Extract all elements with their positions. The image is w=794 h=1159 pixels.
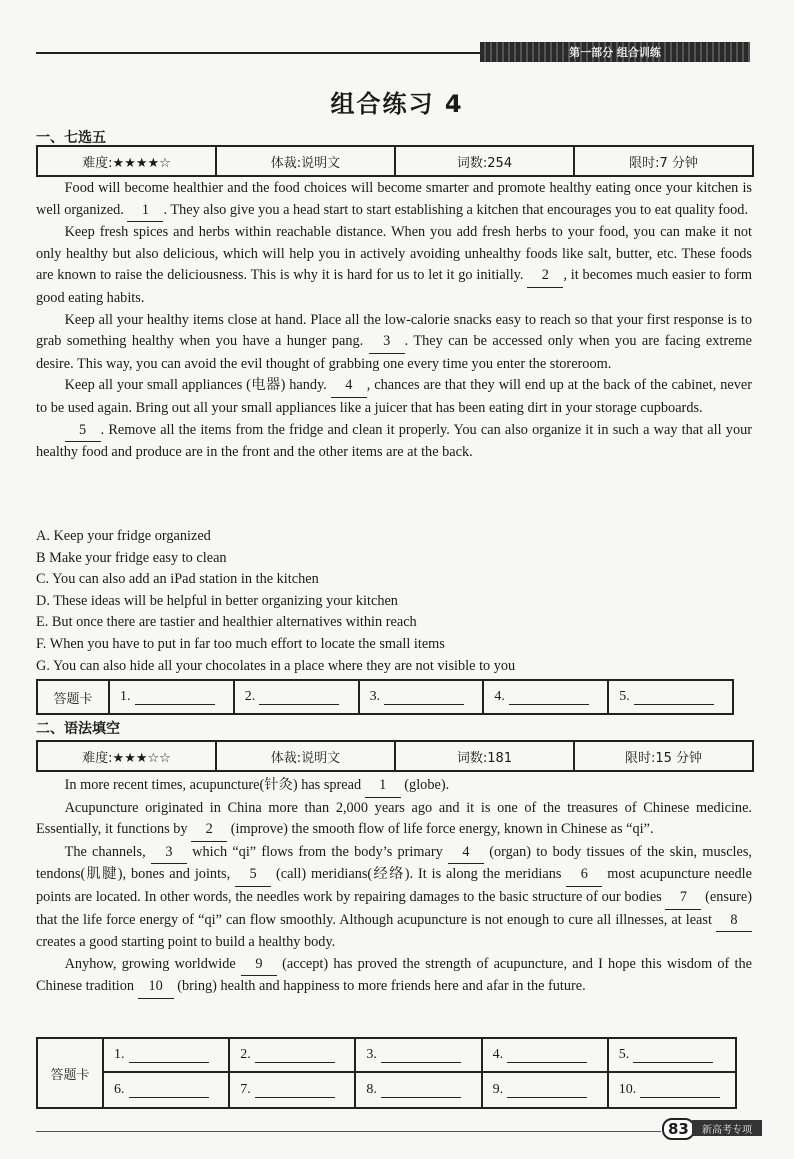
- grammar-blank-1[interactable]: 1: [365, 775, 401, 798]
- footer-band: 新高考专项: [692, 1120, 762, 1136]
- passage-paragraph: Anyhow, growing worldwide 9 (accept) has proved the strength of acupuncture, and I hope this wisdom of the Chinese tradition 10 (bring) health and happiness to more friends here and afar in the future.: [36, 954, 752, 999]
- section2-difficulty: 难度:★★★☆☆: [38, 742, 217, 770]
- grammar-blank-10[interactable]: 10: [138, 976, 174, 999]
- passage-paragraph: Acupuncture originated in China more than 2,000 years ago and it is one of the treasures of Chinese medicine. Essentially, it functions by 2 (improve) the smooth flow of life force energy, known in Chinese as “qi”.: [36, 798, 752, 842]
- answer-blank-1[interactable]: 1: [127, 200, 163, 223]
- options-list: [36, 526, 752, 677]
- section2-time-limit: 限时:15 分钟: [624, 750, 703, 766]
- answer-blank-5[interactable]: 5: [65, 420, 101, 443]
- option-item: B Make your fridge easy to clean: [36, 549, 227, 566]
- section2-passage: [36, 775, 752, 999]
- option-item: D. These ideas will be helpful in better organizing your kitchen: [36, 592, 398, 609]
- answer-card-2: [36, 1037, 737, 1109]
- section1-time-limit: 限时:7 分钟: [629, 155, 698, 171]
- grammar-blank-6[interactable]: 6: [566, 864, 602, 887]
- passage-paragraph: Keep fresh spices and herbs within reachable distance. When you add fresh herbs to your food, you can make it not only healthy but also delicious, which will help you in actively avoiding unhealthy foods like salt, butter, etc. These foods are known to raise the deliciousness. This is why it is hard for us to let it go initially. 2 , it becomes much easier to form good eating habits.: [36, 224, 752, 306]
- section1-word-count: 词数:254: [396, 147, 575, 175]
- header-band: 第一部分 组合训练: [480, 42, 750, 62]
- section1-genre: 体裁:说明文: [217, 147, 396, 175]
- grammar-blank-2[interactable]: 2: [191, 819, 227, 842]
- section1-difficulty: 难度:★★★★☆: [38, 147, 217, 175]
- answer-cell[interactable]: 10.: [609, 1073, 735, 1107]
- answer-cell[interactable]: 9.: [483, 1073, 609, 1107]
- section2-genre: 体裁:说明文: [217, 742, 396, 770]
- answer-cell[interactable]: 3.: [360, 681, 485, 713]
- option-item: C. You can also add an iPad station in the kitchen: [36, 571, 319, 588]
- answer-cell[interactable]: 8.: [356, 1073, 482, 1107]
- answer-cell[interactable]: 1.: [110, 681, 235, 713]
- answer-cell[interactable]: 7.: [230, 1073, 356, 1107]
- grammar-blank-9[interactable]: 9: [241, 954, 277, 977]
- answer-cell[interactable]: 6.: [104, 1073, 230, 1107]
- grammar-blank-5[interactable]: 5: [235, 864, 271, 887]
- grammar-blank-8[interactable]: 8: [716, 910, 752, 933]
- answer-card-label: 答题卡: [38, 681, 110, 713]
- answer-blank-3[interactable]: 3: [369, 331, 405, 354]
- passage-paragraph: Keep all your small appliances (电器) handy. 4 , chances are that they will end up at the back of the cabinet, never to be used again. Bring out all your small appliances like a juicer that has been eating dirt in your storage cupboards.: [36, 377, 752, 416]
- grammar-blank-3[interactable]: 3: [151, 842, 187, 865]
- answer-blank-2[interactable]: 2: [527, 265, 563, 288]
- passage-paragraph: The channels, 3 which “qi” flows from the body’s primary 4 (organ) to body tissues of the skin, muscles, tendons(肌腱), bones and joints, 5 (call) meridians(经络). It is along the meridians 6 most acupuncture needle points are located. In other words, the needles work by repairing damages to the basic structure of our bodies 7 (ensure) that the life force energy of “qi” can flow smoothly. Although acupuncture is not enough to cure all illnesses, at least 8 creates a good starting point to build a healthy body.: [36, 843, 753, 951]
- answer-cell[interactable]: 5.: [609, 681, 732, 713]
- passage-paragraph: 5 . Remove all the items from the fridge and clean it properly. You can also organize it in such a way that all your healthy food and produce are in the front and the other items are at the back.: [36, 421, 752, 461]
- section1-info-table: [36, 145, 754, 177]
- option-item: G. You can also hide all your chocolates in a place where they are not visible to you: [36, 657, 516, 674]
- passage-paragraph: Keep all your healthy items close at hand. Place all the low-calorie snacks easy to reach so that your first response is to grab something healthy when you have a hunger pang. 3 . They can be accessed only when you are facing extreme desire. This way, you can avoid the evil thought of grabbing one every time you enter the storeroom.: [36, 311, 752, 372]
- answer-cell[interactable]: 4.: [484, 681, 609, 713]
- footer-rule: [36, 1131, 661, 1132]
- answer-cell[interactable]: 5.: [609, 1039, 735, 1073]
- page-title: 组合练习 4: [330, 90, 464, 118]
- answer-card-1: [36, 679, 734, 715]
- answer-blank-4[interactable]: 4: [331, 375, 367, 398]
- answer-cell[interactable]: 4.: [483, 1039, 609, 1073]
- section2-info-table: [36, 740, 754, 772]
- header-rule: [36, 52, 484, 54]
- section2-heading: 二、语法填空: [36, 721, 120, 737]
- answer-cell[interactable]: 2.: [230, 1039, 356, 1073]
- answer-cell[interactable]: 1.: [104, 1039, 230, 1073]
- grammar-blank-4[interactable]: 4: [448, 842, 484, 865]
- answer-cell[interactable]: 3.: [356, 1039, 482, 1073]
- passage-paragraph: In more recent times, acupuncture(针灸) has spread 1 (globe).: [36, 775, 752, 798]
- grammar-blank-7[interactable]: 7: [665, 887, 701, 910]
- section2-word-count: 词数:181: [396, 742, 575, 770]
- section1-heading: 一、七选五: [36, 130, 106, 146]
- passage-paragraph: Food will become healthier and the food choices will become smarter and promote healthy eating once your kitchen is well organized. 1 . They also give you a head start to start establishing a kitchen that encourages you to eat quality food.: [36, 178, 752, 222]
- page-number: 83: [662, 1118, 695, 1140]
- option-item: F. When you have to put in far too much effort to locate the small items: [36, 635, 445, 652]
- answer-card-label: 答题卡: [38, 1039, 104, 1107]
- option-item: E. But once there are tastier and healthier alternatives within reach: [36, 614, 417, 631]
- answer-grid: [104, 1039, 735, 1107]
- answer-cell[interactable]: 2.: [235, 681, 360, 713]
- option-item: A. Keep your fridge organized: [36, 528, 211, 544]
- section1-passage: [36, 178, 752, 464]
